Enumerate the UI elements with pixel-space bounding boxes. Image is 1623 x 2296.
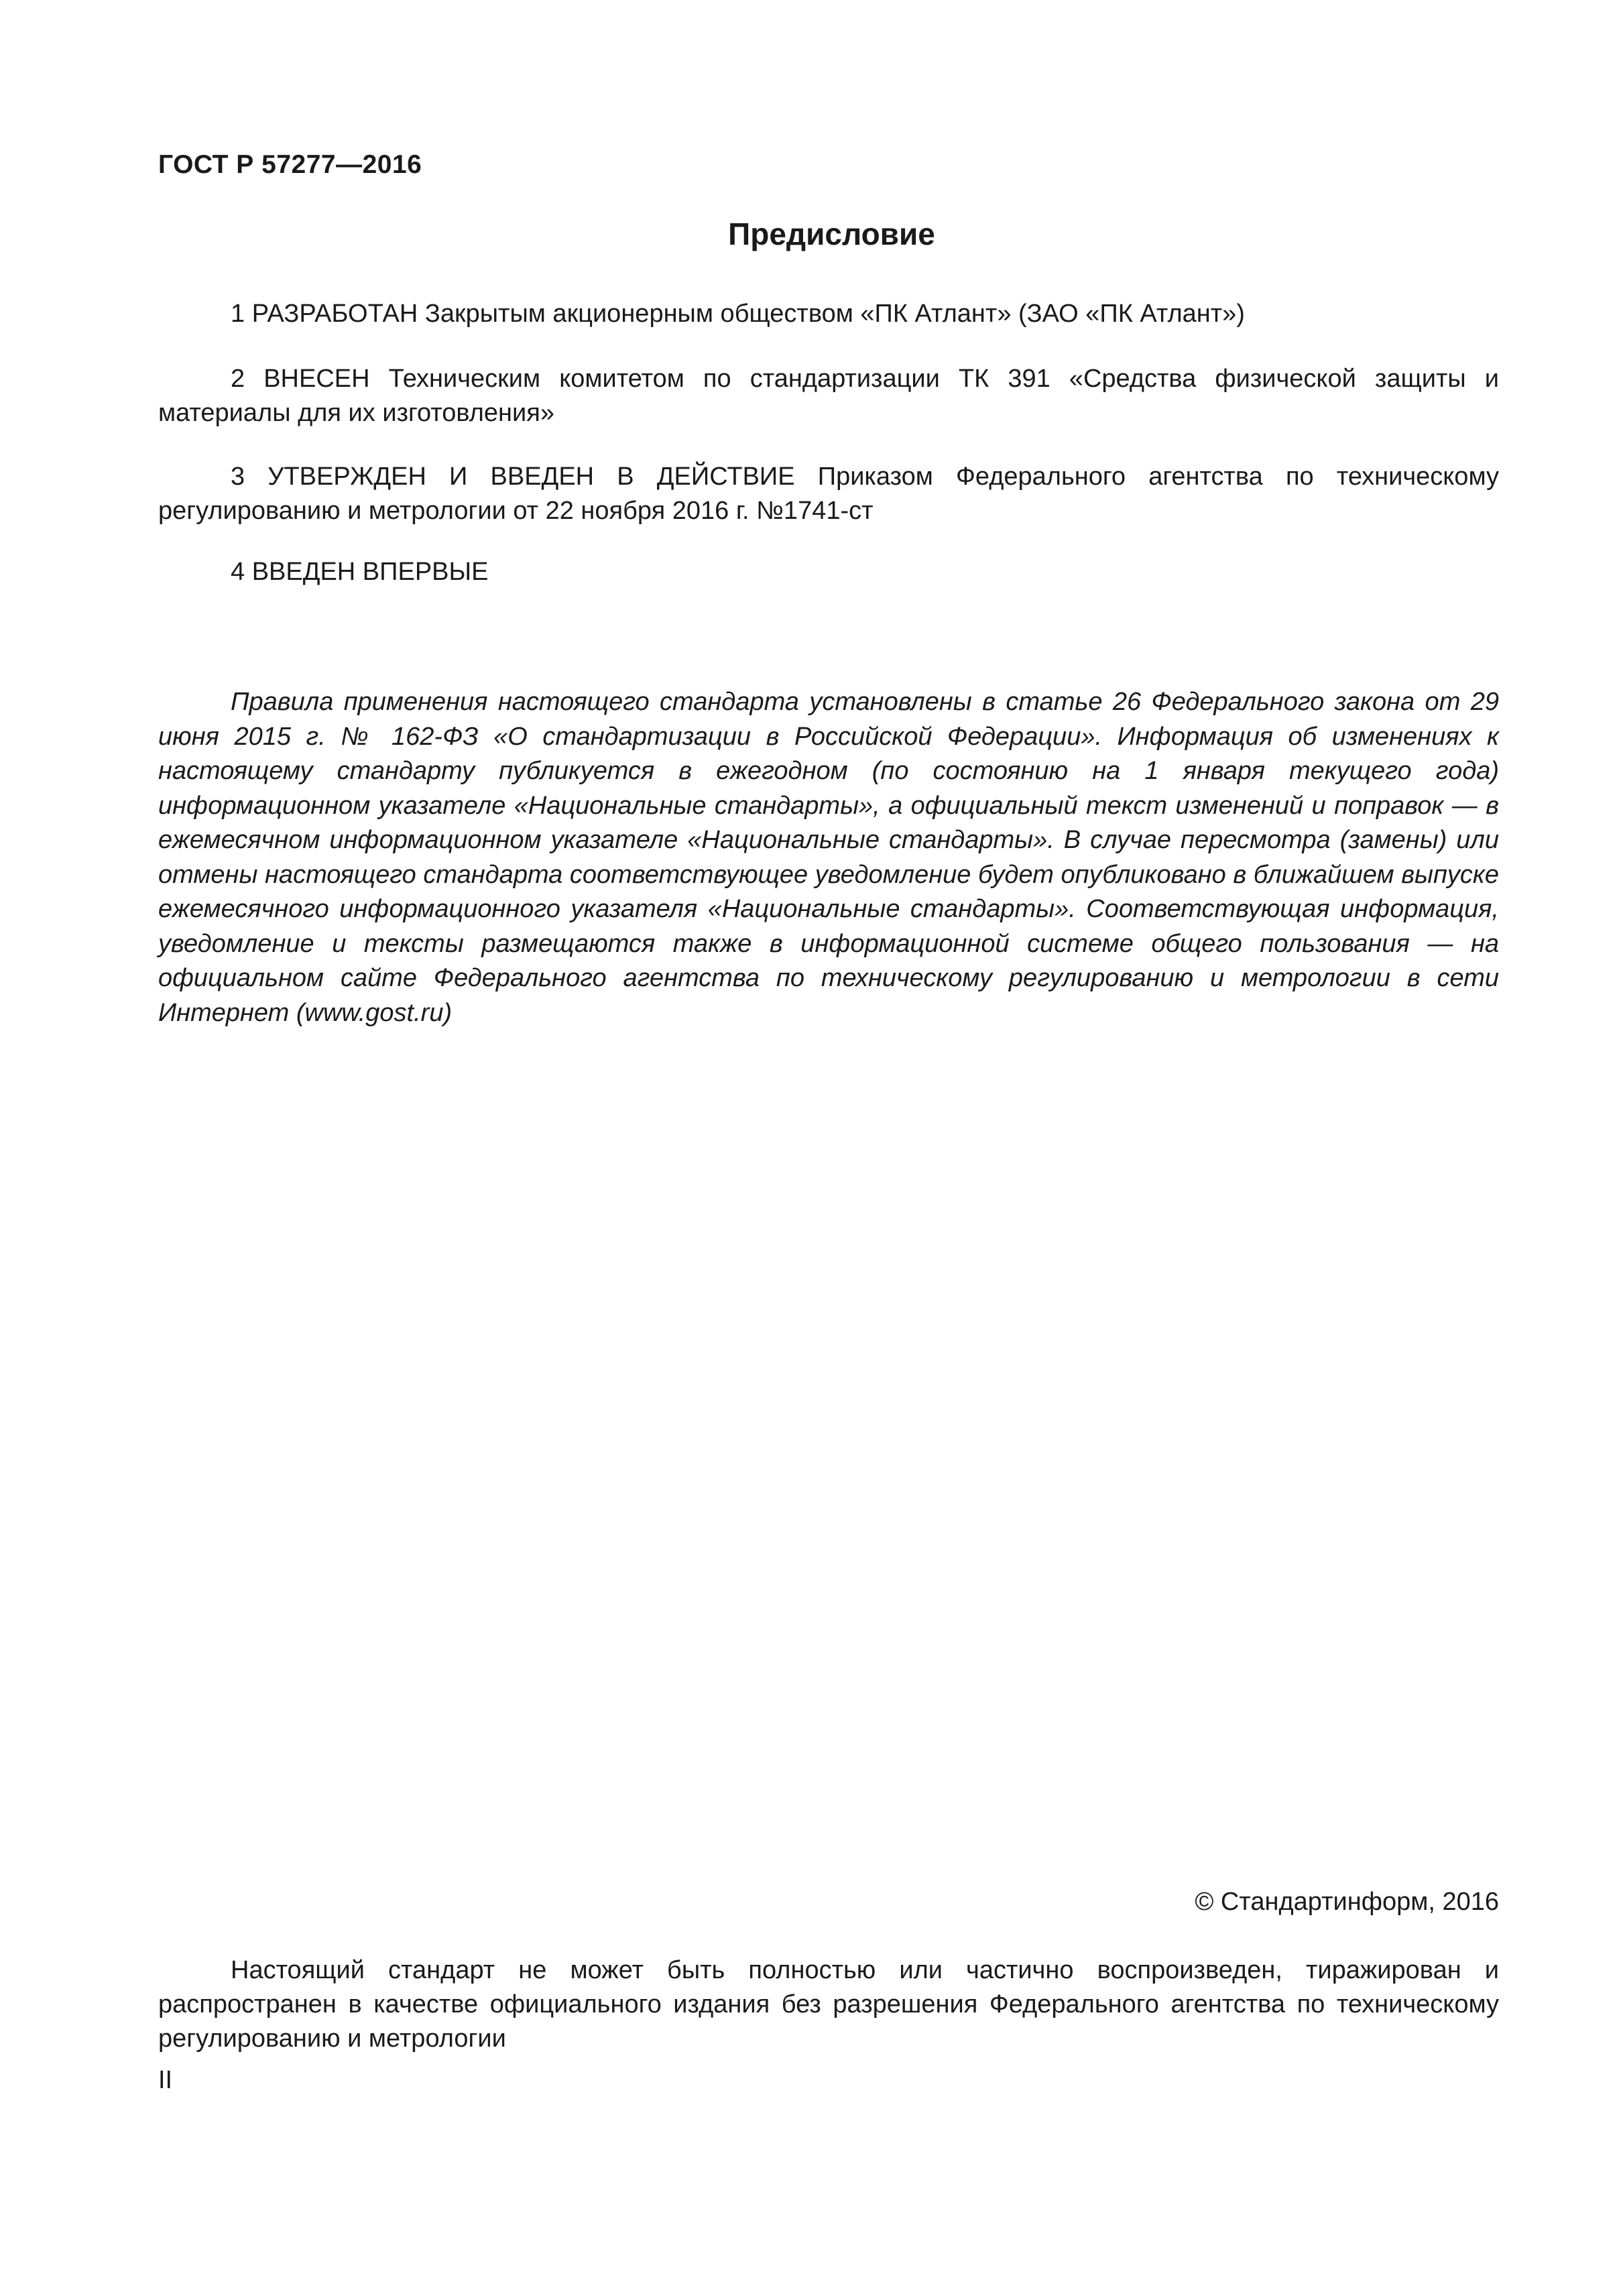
foreword-item-1: 1 РАЗРАБОТАН Закрытым акционерным обществом «ПК Атлант» (ЗАО «ПК Атлант»)	[231, 300, 1245, 328]
copyright-line: © Стандартинформ, 2016	[1195, 1888, 1499, 1916]
reproduction-notice: Настоящий стандарт не может быть полностью или частично воспроизведен, тиражирован и распространен в качестве официального издания без разрешения Федерального агентства по техническому регулированию и метрологии	[158, 1956, 1499, 2053]
foreword-item-3: 3 УТВЕРЖДЕН И ВВЕДЕН В ДЕЙСТВИЕ Приказом Федерального агентства по техническому регулированию и метрологии от 22 ноября 2016 г. №1741-ст	[158, 463, 1499, 525]
foreword-item-2: 2 ВНЕСЕН Техническим комитетом по стандартизации ТК 391 «Средства физической защиты и материалы для их изготовления»	[158, 365, 1499, 427]
page-title: Предисловие	[728, 217, 935, 251]
rules-note-paragraph: Правила применения настоящего стандарта установлены в статье 26 Федерального закона от 29 июня 2015 г. № 162-ФЗ «О стандартизации в Российской Федерации». Информация об изменениях к настоящему стандарту публикуется в ежегодном (по состоянию на 1 января текущего года) информационном указателе «Национальные стандарты», а официальный текст изменений и поправок — в ежемесячном информационном указателе «Национальные стандарты». В случае пересмотра (замены) или отмены настоящего стандарта соответствующее уведомление будет опубликовано в ближайшем выпуске ежемесячного информационного указателя «Национальные стандарты». Соответствующая информация, уведомление и тексты размещаются также в информационной системе общего пользования — на официальном сайте Федерального агентства по техническому регулированию и метрологии в сети Интернет (www.gost.ru)	[158, 688, 1499, 1027]
foreword-item-4: 4 ВВЕДЕН ВПЕРВЫЕ	[231, 558, 489, 586]
page-number: II	[158, 2066, 173, 2094]
document-code-header: ГОСТ Р 57277—2016	[158, 150, 422, 179]
